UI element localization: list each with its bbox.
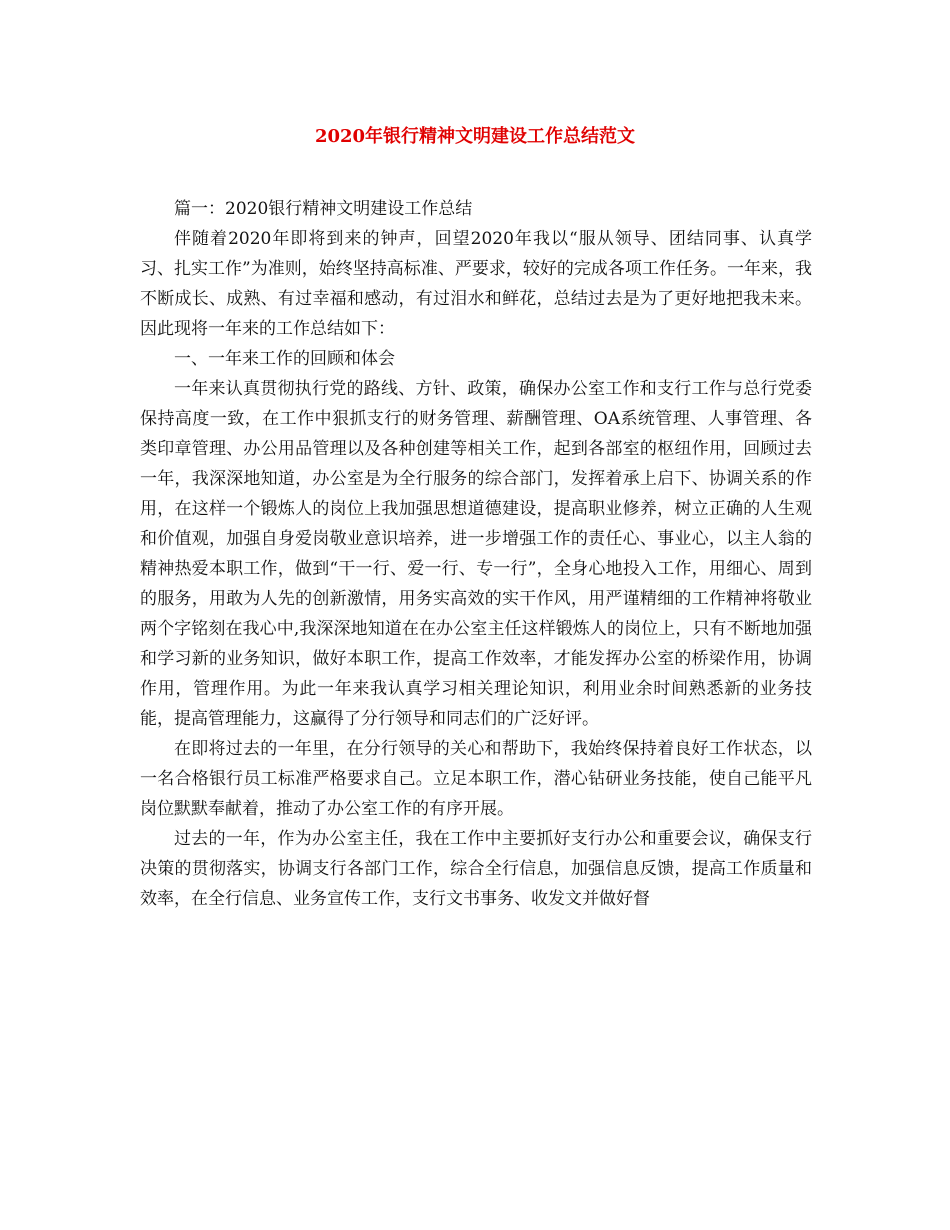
document-title: 2020年银行精神文明建设工作总结范文 xyxy=(314,126,636,147)
paragraph-section-heading: 一、一年来工作的回顾和体会 xyxy=(174,349,395,369)
document-body xyxy=(140,194,812,914)
paragraph-intro: 伴随着2020年即将到来的钟声，回望2020年我以“服从领导、团结同事、认真学习、扎实工作”为准则，始终坚持高标准、严要求，较好的完成各项工作任务。一年来，我不断成长、成熟、有过幸福和感动，有过泪水和鲜花，总结过去是为了更好地把我未来。因此现将一年来的工作总结如下： xyxy=(140,229,812,339)
paragraph-office-work: 过去的一年，作为办公室主任，我在工作中主要抓好支行办公和重要会议，确保支行决策的贯彻落实，协调支行各部门工作，综合全行信息，加强信息反馈，提高工作质量和效率，在全行信息、业务宣传工作，支行文书事务、收发文并做好督 xyxy=(140,829,812,909)
paragraph-review: 一年来认真贯彻执行党的路线、方针、政策，确保办公室工作和支行工作与总行党委保持高度一致，在工作中狠抓支行的财务管理、薪酬管理、OA系统管理、人事管理、各类印章管理、办公用品管理以及各种创建等相关工作，起到各部室的枢纽作用，回顾过去一年，我深深地知道，办公室是为全行服务的综合部门，发挥着承上启下、协调关系的作用，在这样一个锻炼人的岗位上我加强思想道德建设，提高职业修养，树立正确的人生观和价值观，加强自身爱岗敬业意识培养，进一步增强工作的责任心、事业心，以主人翁的精神热爱本职工作，做到“干一行、爱一行、专一行”，全身心地投入工作，用细心、周到的服务，用敢为人先的创新激情，用务实高效的实干作风，用严谨精细的工作精神将敬业两个字铭刻在我心中,我深深地知道在在办公室主任这样锻炼人的岗位上，只有不断地加强和学习新的业务知识，做好本职工作，提高工作效率，才能发挥办公室的桥梁作用，协调作用，管理作用。为此一年来我认真学习相关理论知识，利用业余时间熟悉新的业务技能，提高管理能力，这赢得了分行领导和同志们的广泛好评。 xyxy=(140,379,812,729)
paragraph-heading-part-one: 篇一：2020银行精神文明建设工作总结 xyxy=(174,199,473,219)
paragraph-past-year: 在即将过去的一年里，在分行领导的关心和帮助下，我始终保持着良好工作状态，以一名合格银行员工标准严格要求自己。立足本职工作，潜心钻研业务技能，使自己能平凡岗位默默奉献着，推动了办公室工作的有序开展。 xyxy=(140,739,812,819)
